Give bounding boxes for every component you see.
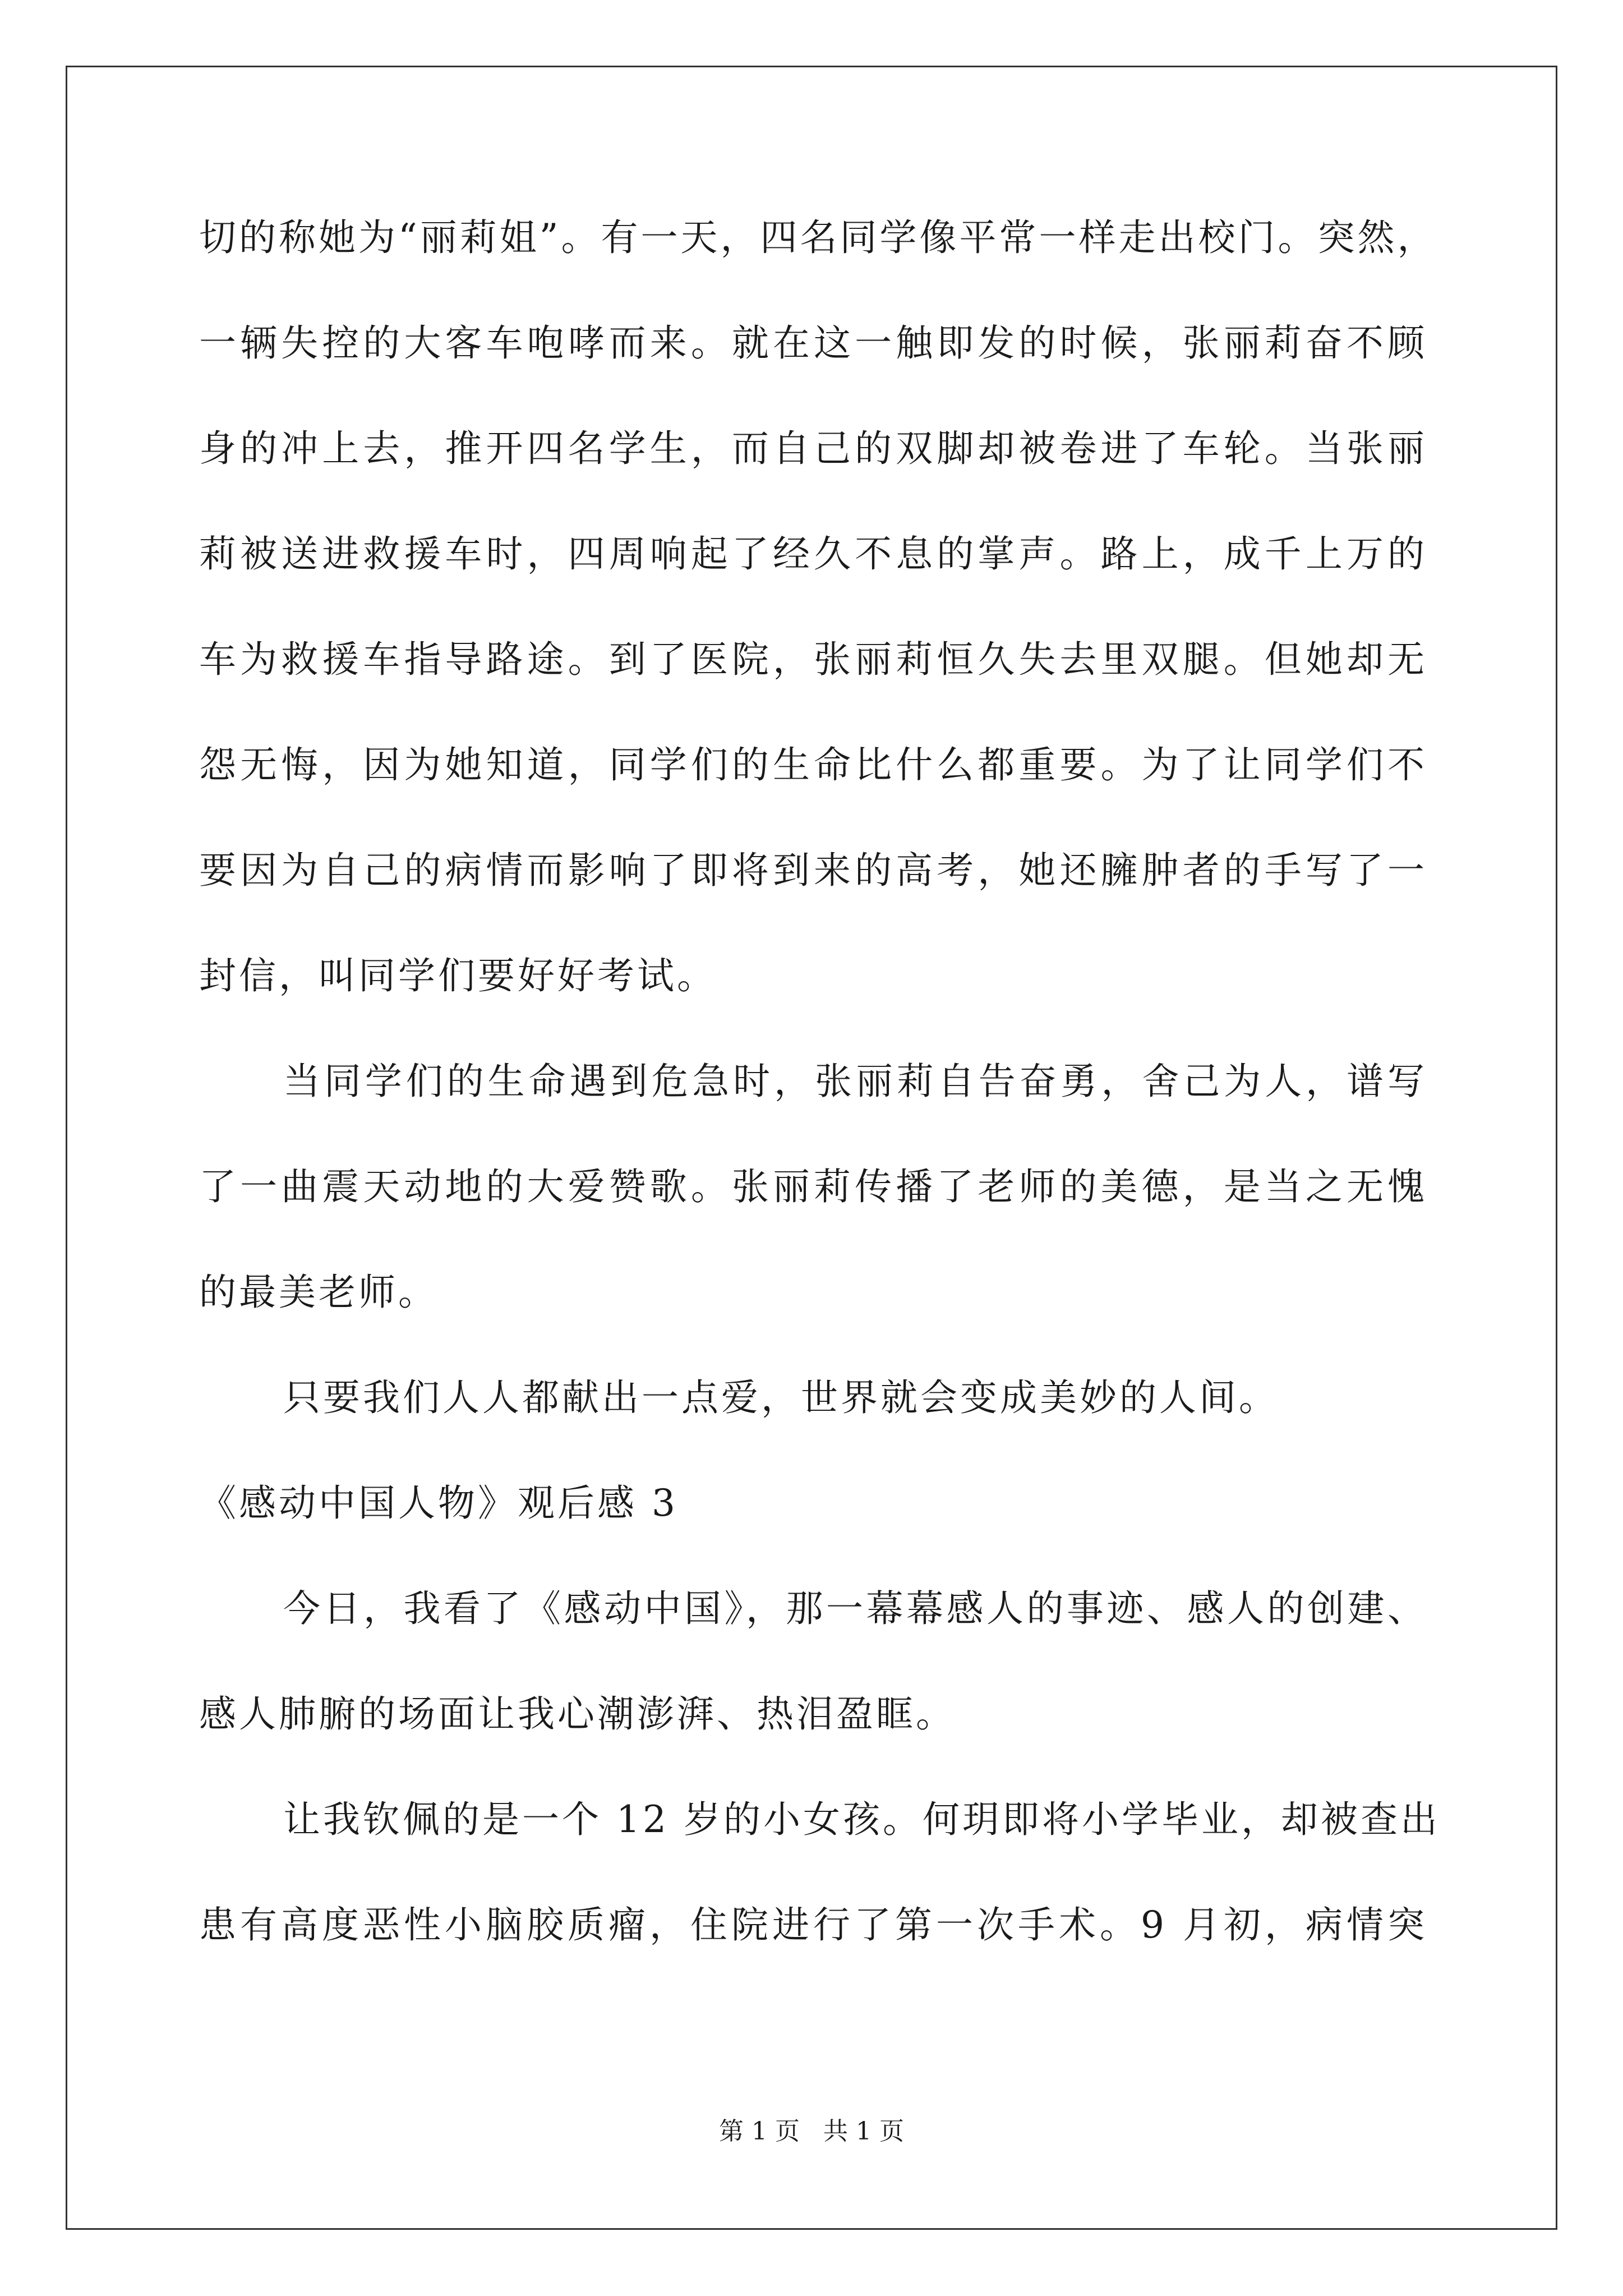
text-line: 怨无悔，因为她知道，同学们的生命比什么都重要。为了让同学们不 (199, 743, 1427, 786)
text-line: 要因为自己的病情而影响了即将到来的高考，她还臃肿者的手写了一 (199, 849, 1427, 892)
text-line: 只要我们人人都献出一点爱，世界就会变成美妙的人间。 (283, 1376, 1279, 1419)
text-line: 了一曲震天动地的大爱赞歌。张丽莉传播了老师的美德，是当之无愧 (199, 1165, 1427, 1208)
text-line: 封信，叫同学们要好好考试。 (199, 954, 717, 997)
section-title: 《感动中国人物》观后感 3 (199, 1481, 678, 1525)
text-line: 车为救援车指导路途。到了医院，张丽莉恒久失去里双腿。但她却无 (199, 638, 1427, 681)
text-line: 患有高度恶性小脑胶质瘤，住院进行了第一次手术。9 月初，病情突 (199, 1903, 1427, 1947)
text-line: 身的冲上去，推开四名学生，而自己的双脚却被卷进了车轮。当张丽 (199, 427, 1427, 470)
text-line: 莉被送进救援车时，四周响起了经久不息的掌声。路上，成千上万的 (199, 532, 1427, 576)
text-line: 当同学们的生命遇到危急时，张丽莉自告奋勇，舍己为人，谱写 (283, 1060, 1427, 1103)
text-line: 一辆失控的大客车咆哮而来。就在这一触即发的时候，张丽莉奋不顾 (199, 321, 1427, 365)
page-footer: 第 1 页 共 1 页 (719, 2117, 904, 2146)
text-line: 的最美老师。 (199, 1271, 438, 1314)
text-line: 今日，我看了《感动中国》，那一幕幕感人的事迹、感人的创建、 (283, 1587, 1427, 1630)
document-body (199, 213, 1440, 2006)
text-line: 切的称她为“丽莉姐”。有一天，四名同学像平常一样走出校门。突然， (199, 216, 1437, 259)
text-line: 让我钦佩的是一个 12 岁的小女孩。何玥即将小学毕业，却被查出 (283, 1798, 1440, 1841)
text-line: 感人肺腑的场面让我心潮澎湃、热泪盈眶。 (199, 1692, 956, 1736)
